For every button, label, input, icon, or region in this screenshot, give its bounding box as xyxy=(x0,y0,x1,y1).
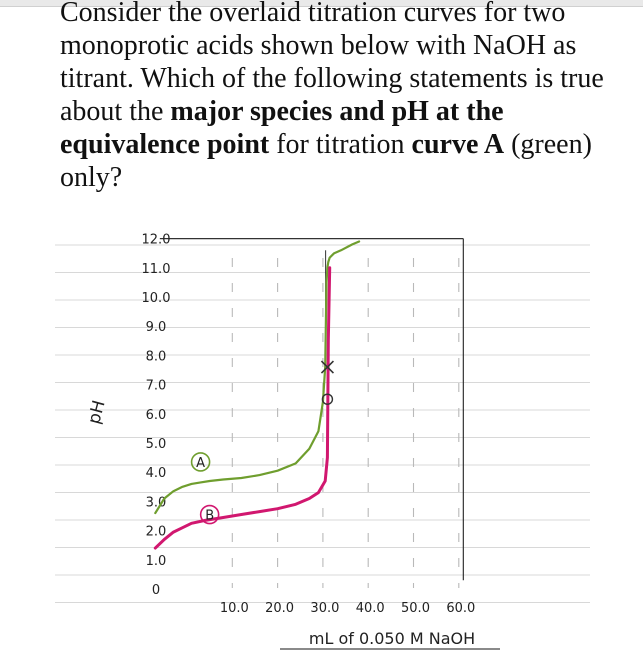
x-axis-label: mL of 0.050 M NaOH xyxy=(308,629,476,648)
y-tick-label: 5.0 xyxy=(145,437,167,452)
question-bold-major-species: major species and pH at the equivalence point xyxy=(60,96,504,160)
x-tick-label: 20.0 xyxy=(265,601,295,616)
y-tick-label: 12.0 xyxy=(141,232,171,248)
y-tick-label: 11.0 xyxy=(141,261,171,277)
chart-grid xyxy=(232,258,458,588)
chart-axes xyxy=(160,239,464,581)
y-tick-label: 0 xyxy=(151,583,161,598)
question-part-3: (green) only? xyxy=(60,129,592,193)
y-tick-label: 1.0 xyxy=(145,553,167,569)
question-part-2: for titration xyxy=(269,129,412,160)
y-tick-label: 9.0 xyxy=(145,320,167,336)
question-bold-curve-a: curve A xyxy=(411,129,505,160)
x-tick-label: 10.0 xyxy=(219,601,249,616)
annotation-label-a: A xyxy=(196,455,206,471)
y-tick-label: 2.0 xyxy=(145,524,167,540)
y-tick-label: 4.0 xyxy=(145,466,167,482)
curve-b xyxy=(155,268,329,548)
notebook-ruled-lines xyxy=(55,245,590,603)
x-tick-label: 50.0 xyxy=(401,601,430,616)
x-tick-label: 30.0 xyxy=(310,601,340,616)
annotation-label-b: B xyxy=(205,508,215,524)
x-tick-labels xyxy=(220,601,475,616)
y-tick-label: 8.0 xyxy=(145,349,167,365)
question-part-1: Consider the overlaid titration curves for two monoprotic acids shown below with NaOH as titrant. Which of the following statements is true about the xyxy=(60,0,604,127)
y-tick-labels xyxy=(142,233,171,598)
x-tick-label: 40.0 xyxy=(355,601,385,616)
y-tick-label: 3.0 xyxy=(145,495,167,511)
y-tick-label: 7.0 xyxy=(145,378,167,394)
y-tick-label: 10.0 xyxy=(141,291,171,306)
x-tick-label: 60.0 xyxy=(446,601,476,616)
y-tick-label: 6.0 xyxy=(145,407,167,423)
y-axis-label: pH xyxy=(84,398,110,427)
